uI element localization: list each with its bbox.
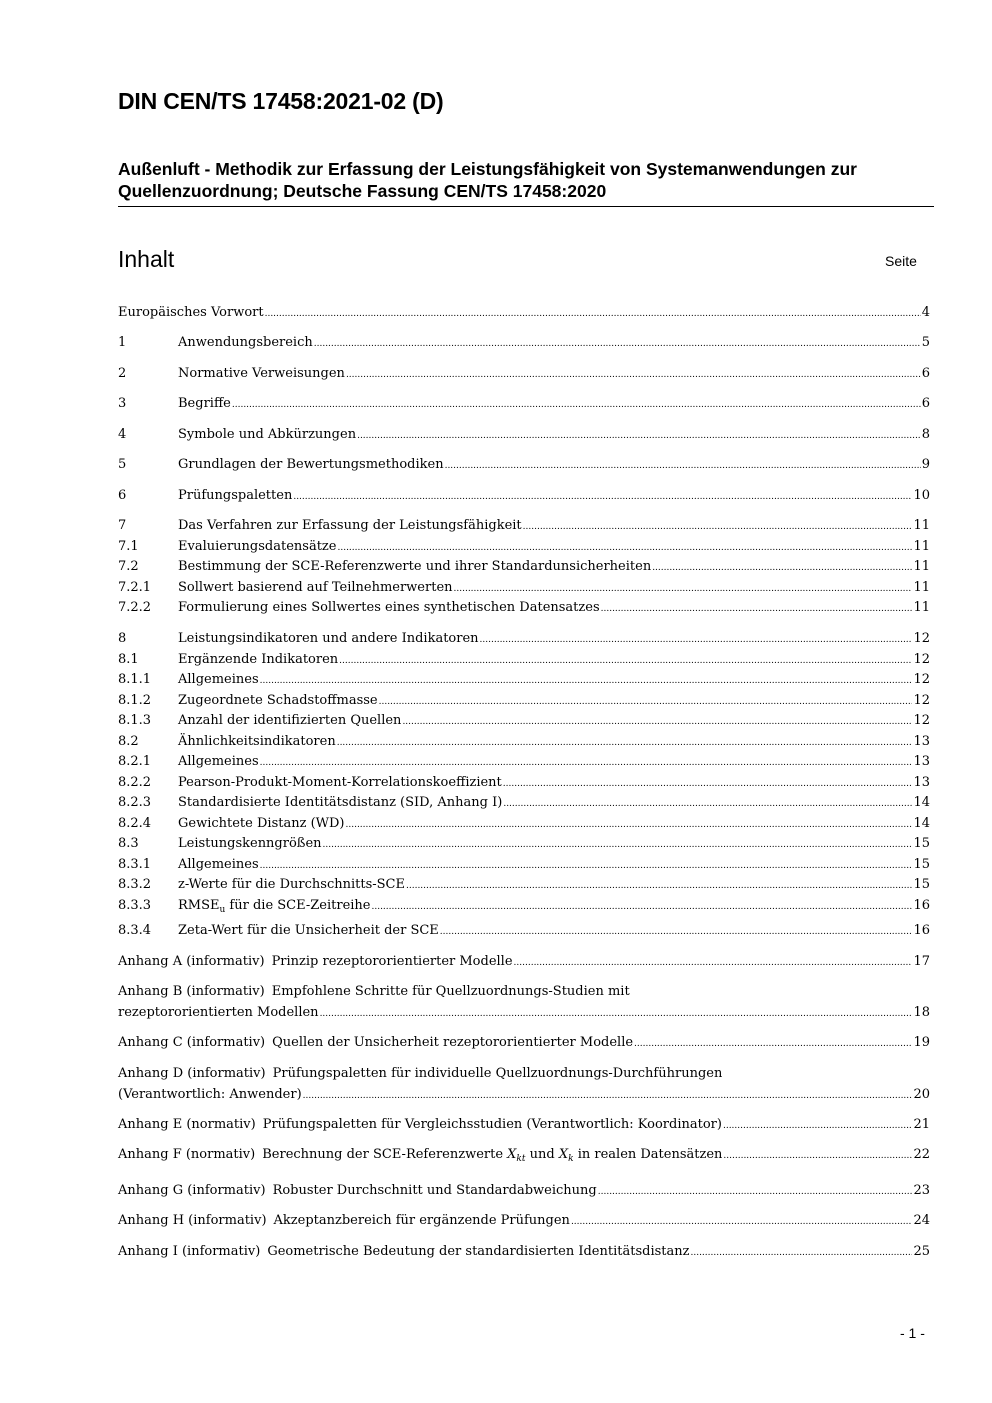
toc-entry-page: 18 (913, 1004, 930, 1020)
toc-entry-2[interactable] (118, 364, 930, 385)
toc-entry-number: 8.3.1 (118, 857, 152, 872)
toc-entry-8-2-2[interactable] (118, 773, 930, 794)
toc-entry-page: 22 (913, 1147, 930, 1162)
toc-entry-8-3-4[interactable] (118, 921, 930, 942)
toc-leader (690, 1242, 912, 1264)
toc-leader (371, 896, 912, 918)
toc-entry-title: Zeta-Wert für die Unsicherheit der SCE (178, 923, 439, 938)
toc-leader (346, 814, 913, 836)
table-of-contents (118, 0, 930, 1403)
toc-entry-8-2-1[interactable] (118, 752, 930, 773)
toc-entry-title: Pearson-Produkt-Moment-Korrelationskoeffizient (178, 775, 502, 790)
toc-leader (357, 425, 921, 447)
toc-entry-title: Das Verfahren zur Erfassung der Leistungsfähigkeit (178, 518, 522, 533)
toc-entry-7-2-2[interactable] (118, 598, 930, 619)
toc-entry-number: 7.2.1 (118, 580, 152, 595)
toc-leader (723, 1145, 912, 1167)
toc-entry-8-3[interactable] (118, 834, 930, 855)
toc-entry-5[interactable] (118, 455, 930, 476)
toc-entry-8-2-3[interactable] (118, 793, 930, 814)
toc-entry-title: Leistungsindikatoren und andere Indikatoren (178, 631, 479, 646)
toc-entry-title: Gewichtete Distanz (WD) (178, 816, 345, 831)
toc-leader (454, 578, 913, 600)
toc-entry-page: 13 (913, 775, 930, 790)
toc-entry-title: Allgemeines (178, 857, 259, 872)
toc-leader (601, 598, 913, 620)
toc-entry-page: 9 (921, 457, 930, 472)
toc-annex-label: Anhang C (informativ) (118, 1035, 266, 1050)
toc-leader (571, 1211, 913, 1233)
toc-leader (523, 516, 913, 538)
toc-annex-label: Anhang I (informativ) (118, 1244, 261, 1259)
toc-entry-number: 8.3 (118, 836, 139, 851)
toc-entry-title: z-Werte für die Durchschnitts-SCE (178, 877, 405, 892)
toc-entry-page: 11 (913, 518, 930, 533)
toc-heading: Inhalt (118, 246, 175, 272)
toc-leader (445, 455, 921, 477)
toc-entry-vorwort[interactable] (118, 303, 930, 324)
toc-entry-number: 7 (118, 518, 127, 533)
toc-entry-title: Akzeptanzbereich für ergänzende Prüfungen (273, 1213, 570, 1228)
toc-annex-label: Anhang H (informativ) (118, 1213, 267, 1228)
toc-entry-title: Europäisches Vorwort (118, 305, 264, 320)
toc-entry-number: 7.1 (118, 539, 139, 554)
toc-entry-8-2-4[interactable] (118, 814, 930, 835)
toc-entry-title: Bestimmung der SCE-Referenzwerte und ihrer Standardunsicherheiten (178, 559, 652, 574)
toc-entry-8-1-2[interactable] (118, 691, 930, 712)
toc-entry-page: 21 (913, 1117, 930, 1132)
toc-entry-page: 24 (913, 1213, 930, 1228)
toc-entry-8[interactable] (118, 629, 930, 650)
toc-leader (339, 650, 912, 672)
toc-entry-page: 12 (913, 693, 930, 708)
toc-leader (232, 394, 921, 416)
toc-entry-annex-e[interactable] (118, 1115, 930, 1136)
toc-entry-number: 8.2.1 (118, 754, 152, 769)
toc-entry-title: Anwendungsbereich (178, 335, 313, 350)
toc-entry-number: 1 (118, 335, 127, 350)
toc-entry-title: Begriffe (178, 396, 231, 411)
toc-entry-annex-f[interactable] (118, 1145, 930, 1166)
toc-entry-number: 8.3.4 (118, 923, 152, 938)
toc-entry-page: 11 (913, 580, 930, 595)
toc-entry-number: 8.1.1 (118, 672, 152, 687)
toc-leader (406, 875, 912, 897)
toc-leader (440, 921, 913, 943)
toc-entry-page: 6 (921, 366, 930, 381)
toc-entry-page: 15 (913, 857, 930, 872)
toc-entry-number: 7.2.2 (118, 600, 152, 615)
toc-entry-page: 4 (921, 305, 930, 320)
toc-entry-page: 10 (913, 488, 930, 503)
toc-entry-page: 14 (913, 795, 930, 810)
document-id: DIN CEN/TS 17458:2021-02 (D) (118, 88, 444, 114)
toc-entry-page: 5 (921, 335, 930, 350)
toc-entry-7-2[interactable] (118, 557, 930, 578)
toc-leader (337, 732, 913, 754)
toc-entry-page: 13 (913, 734, 930, 749)
toc-entry-number: 5 (118, 457, 127, 472)
toc-entry-3[interactable] (118, 394, 930, 415)
toc-entry-8-3-1[interactable] (118, 855, 930, 876)
toc-entry-title: Ähnlichkeitsindikatoren (178, 734, 336, 749)
toc-entry-page: 13 (913, 754, 930, 769)
toc-page-label: Seite (885, 253, 917, 269)
toc-entry-8-1-3[interactable] (118, 711, 930, 732)
toc-entry-annex-d[interactable] (118, 1064, 930, 1105)
toc-entry-annex-i[interactable] (118, 1242, 930, 1263)
toc-entry-annex-g[interactable] (118, 1181, 930, 1202)
toc-entry-page: 12 (913, 672, 930, 687)
toc-entry-number: 3 (118, 396, 127, 411)
toc-leader (723, 1115, 912, 1137)
toc-leader (265, 303, 921, 325)
toc-leader (260, 752, 913, 774)
toc-entry-title: Grundlagen der Bewertungsmethodiken (178, 457, 444, 472)
toc-entry-title: Prinzip rezeptororientierter Modelle (271, 954, 513, 969)
toc-entry-page: 12 (913, 631, 930, 646)
toc-entry-7-1[interactable] (118, 537, 930, 558)
toc-entry-page: 12 (913, 652, 930, 667)
toc-entry-page: 6 (921, 396, 930, 411)
toc-leader (314, 333, 921, 355)
toc-entry-title: Leistungskenngrößen (178, 836, 322, 851)
toc-leader (337, 537, 912, 559)
toc-leader (293, 486, 912, 508)
toc-entry-page: 15 (913, 836, 930, 851)
toc-entry-annex-h[interactable] (118, 1211, 930, 1232)
toc-entry-title: Allgemeines (178, 672, 259, 687)
toc-entry-number: 8.1.2 (118, 693, 152, 708)
toc-entry-page: 19 (913, 1035, 930, 1050)
toc-entry-7-2-1[interactable] (118, 578, 930, 599)
toc-entry-page: 11 (913, 600, 930, 615)
toc-entry-title: Anzahl der identifizierten Quellen (178, 713, 402, 728)
toc-entry-number: 8.2.3 (118, 795, 152, 810)
toc-entry-page: 20 (913, 1086, 930, 1102)
toc-entry-annex-a[interactable] (118, 952, 930, 973)
toc-entry-number: 8.2.4 (118, 816, 152, 831)
toc-entry-title: Zugeordnete Schadstoffmasse (178, 693, 378, 708)
toc-entry-title: Robuster Durchschnitt und Standardabweichung (272, 1183, 597, 1198)
toc-annex-label: Anhang D (informativ) (118, 1066, 266, 1081)
toc-entry-page: 11 (913, 559, 930, 574)
toc-entry-title-continued: rezeptororientierten Modellen (118, 1004, 319, 1020)
toc-entry-number: 6 (118, 488, 127, 503)
toc-leader (634, 1033, 912, 1055)
toc-leader (260, 855, 913, 877)
toc-entry-number: 8.3.2 (118, 877, 152, 892)
toc-entry-number: 8.3.3 (118, 898, 152, 913)
toc-entry-page: 25 (913, 1244, 930, 1259)
toc-leader (514, 952, 913, 974)
toc-leader (303, 1085, 913, 1107)
toc-entry-page: 15 (913, 877, 930, 892)
toc-entry-8-3-3[interactable] (118, 896, 930, 917)
toc-leader (598, 1181, 913, 1203)
toc-entry-number: 2 (118, 366, 127, 381)
toc-entry-annex-c[interactable] (118, 1033, 930, 1054)
toc-entry-number: 4 (118, 427, 127, 442)
toc-entry-8-2[interactable] (118, 732, 930, 753)
toc-entry-title: Allgemeines (178, 754, 259, 769)
toc-entry-page: 11 (913, 539, 930, 554)
toc-leader (260, 670, 913, 692)
toc-entry-title: Ergänzende Indikatoren (178, 652, 339, 667)
toc-entry-annex-b[interactable] (118, 982, 930, 1023)
toc-entry-title: Standardisierte Identitätsdistanz (SID, Anhang I) (178, 795, 503, 810)
toc-leader (320, 1003, 913, 1025)
toc-leader (503, 793, 912, 815)
toc-entry-title: Geometrische Bedeutung der standardisierten Identitätsdistanz (267, 1244, 690, 1259)
toc-entry-title: Formulierung eines Sollwertes eines synthetischen Datensatzes (178, 600, 600, 615)
page-number: - 1 - (900, 1325, 925, 1341)
toc-entry-number: 7.2 (118, 559, 139, 574)
toc-entry-title: Sollwert basierend auf Teilnehmerwerten (178, 580, 453, 595)
toc-leader (503, 773, 913, 795)
toc-entry-4[interactable] (118, 425, 930, 446)
toc-leader (323, 834, 913, 856)
toc-entry-6[interactable] (118, 486, 930, 507)
toc-entry-title: Evaluierungsdatensätze (178, 539, 337, 554)
toc-annex-label: Anhang E (normativ) (118, 1117, 256, 1132)
toc-leader (652, 557, 912, 579)
toc-entry-8-3-2[interactable] (118, 875, 930, 896)
toc-entry-number: 8.2 (118, 734, 139, 749)
toc-entry-title: Normative Verweisungen (178, 366, 345, 381)
toc-entry-title: Prüfungspaletten (178, 488, 293, 503)
toc-entry-title: Prüfungspaletten für individuelle Quellzuordnungs-Durchführungen (272, 1066, 723, 1081)
toc-entry-8-1[interactable] (118, 650, 930, 671)
toc-leader (379, 691, 913, 713)
toc-entry-1[interactable] (118, 333, 930, 354)
toc-entry-number: 8.1.3 (118, 713, 152, 728)
toc-entry-page: 23 (913, 1183, 930, 1198)
toc-leader (480, 629, 913, 651)
toc-entry-number: 8.1 (118, 652, 139, 667)
toc-entry-page: 8 (921, 427, 930, 442)
toc-entry-title-continued: (Verantwortlich: Anwender) (118, 1086, 302, 1102)
toc-annex-label: Anhang B (informativ) (118, 984, 265, 999)
document-title: Außenluft - Methodik zur Erfassung der Leistungsfähigkeit von Systemanwendungen zur Quellenzuordnung; Deutsche Fassung CEN/TS 17458:2020 (118, 159, 857, 201)
toc-annex-label: Anhang G (informativ) (118, 1183, 266, 1198)
toc-entry-8-1-1[interactable] (118, 670, 930, 691)
toc-entry-page: 16 (913, 923, 930, 938)
toc-entry-title: Quellen der Unsicherheit rezeptororientierter Modelle (272, 1035, 634, 1050)
toc-entry-number: 8 (118, 631, 127, 646)
toc-entry-page: 12 (913, 713, 930, 728)
toc-entry-number: 8.2.2 (118, 775, 152, 790)
toc-leader (402, 711, 912, 733)
toc-leader (346, 364, 921, 386)
toc-entry-title: Berechnung der SCE-Referenzwerte $X_{kt}$ und $X_k$ in realen Datensätzen (262, 1147, 723, 1164)
toc-entry-page: 14 (913, 816, 930, 831)
toc-entry-title: Empfohlene Schritte für Quellzuordnungs-Studien mit (271, 984, 630, 999)
toc-entry-title: $RMSE_u$ für die SCE-Zeitreihe (178, 898, 371, 915)
toc-entry-page: 17 (913, 954, 930, 969)
toc-entry-page: 16 (913, 898, 930, 913)
toc-entry-title: Symbole und Abkürzungen (178, 427, 357, 442)
toc-entry-7[interactable] (118, 516, 930, 537)
toc-annex-label: Anhang F (normativ) (118, 1147, 256, 1162)
toc-annex-label: Anhang A (informativ) (118, 954, 265, 969)
toc-entry-title: Prüfungspaletten für Vergleichsstudien (Verantwortlich: Koordinator) (262, 1117, 722, 1132)
